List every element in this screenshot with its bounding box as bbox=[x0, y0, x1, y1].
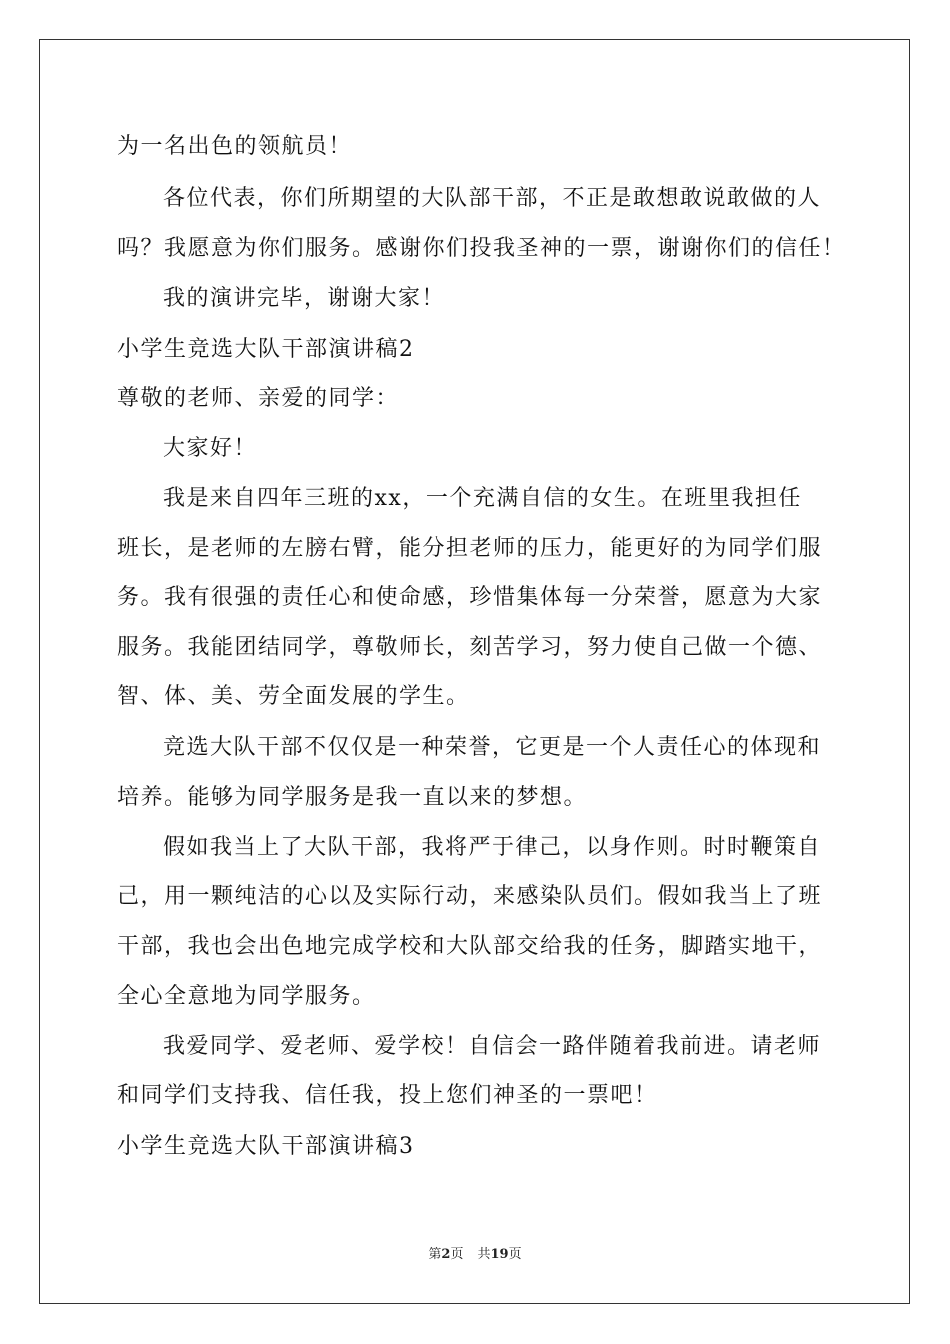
section-heading: 小学生竞选大队干部演讲稿2 bbox=[117, 337, 415, 362]
text-line: 假如我当上了大队干部，我将严于律己，以身作则。时时鞭策自 bbox=[163, 835, 822, 860]
text-line: 各位代表，你们所期望的大队部干部，不正是敢想敢说敢做的人 bbox=[163, 186, 822, 211]
text-line: 培养。能够为同学服务是我一直以来的梦想。 bbox=[117, 785, 588, 810]
section-heading: 小学生竞选大队干部演讲稿3 bbox=[117, 1134, 415, 1159]
text-line: 智、体、美、劳全面发展的学生。 bbox=[117, 684, 470, 709]
footer-page-suffix: 页 bbox=[450, 1247, 464, 1262]
text-line: 和同学们支持我、信任我，投上您们神圣的一票吧！ bbox=[117, 1083, 658, 1108]
footer-page-prefix: 第 bbox=[428, 1247, 442, 1262]
text-line: 我爱同学、爱老师、爱学校！自信会一路伴随着我前进。请老师 bbox=[163, 1034, 822, 1059]
text-line: 己，用一颗纯洁的心以及实际行动，来感染队员们。假如我当上了班 bbox=[117, 884, 823, 909]
text-line: 竞选大队干部不仅仅是一种荣誉，它更是一个人责任心的体现和 bbox=[163, 735, 822, 760]
footer-total-pages: 19 bbox=[490, 1247, 509, 1262]
text-line: 干部，我也会出色地完成学校和大队部交给我的任务，脚踏实地干， bbox=[117, 934, 823, 959]
text-line: 全心全意地为同学服务。 bbox=[117, 984, 376, 1009]
footer-page-number: 2 bbox=[441, 1247, 451, 1262]
greeting: 大家好！ bbox=[163, 436, 258, 461]
text-line: 我的演讲完毕，谢谢大家！ bbox=[163, 286, 446, 311]
page-footer bbox=[0, 1246, 950, 1264]
text-line: 班长，是老师的左膀右臂，能分担老师的压力，能更好的为同学们服 bbox=[117, 536, 823, 561]
footer-total-prefix: 共 bbox=[477, 1247, 491, 1262]
text-line: 服务。我能团结同学，尊敬师长，刻苦学习，努力使自己做一个德、 bbox=[117, 635, 823, 660]
text-line: 吗？我愿意为你们服务。感谢你们投我圣神的一票，谢谢你们的信任！ bbox=[117, 236, 846, 261]
salutation: 尊敬的老师、亲爱的同学： bbox=[117, 386, 400, 411]
text-line: 为一名出色的领航员！ bbox=[117, 134, 353, 159]
text-line: 我是来自四年三班的xx，一个充满自信的女生。在班里我担任 bbox=[163, 486, 802, 511]
text-line: 务。我有很强的责任心和使命感，珍惜集体每一分荣誉，愿意为大家 bbox=[117, 585, 823, 610]
page-border bbox=[39, 39, 910, 1304]
footer-total-suffix: 页 bbox=[508, 1247, 522, 1262]
